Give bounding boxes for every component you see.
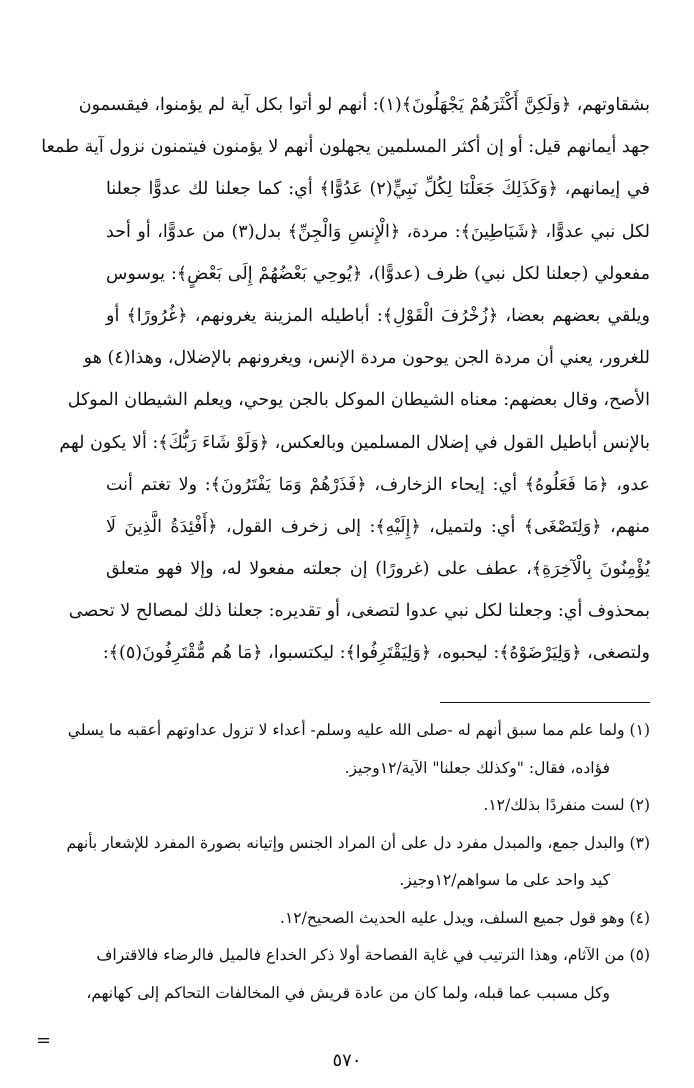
text-line: الأصح، وقال بعضهم: معناه الشيطان الموكل بالجن يوحي، ويعلم الشيطان الموكل: [67, 390, 650, 411]
text-line: ويلقي بعضهم بعضا، ﴿زُخْرُفَ الْقَوْلِ﴾: أباطيله المزينة يغرونهم، ﴿غُرُورًا﴾ أو: [106, 305, 650, 326]
footnotes: [58, 712, 650, 1012]
text-line: بمحذوف أي: وجعلنا لكل نبي عدوا لتصغى، أو تقديره: جعلنا ذلك لمصالح لا تحصى: [68, 601, 650, 622]
text-line: يُؤْمِنُونَ بِالْآخِرَةِ﴾، عطف على (غرورًا) إن جعلته مفعولا له، وإلا فهو متعلق: [106, 559, 650, 580]
footnote-separator: [440, 702, 650, 703]
text-line: لكل نبي عدوًّا، ﴿شَيَاطِينَ﴾: مردة، ﴿الْإِنسِ وَالْجِنِّ﴾ بدل(٣) من عدوًّا، أو أحد: [106, 221, 650, 242]
text-line: مفعولي (جعلنا لكل نبي) ظرف (عدوًّا)، ﴿يُوحِي بَعْضُهُمْ إِلَى بَعْضٍ﴾: يوسوس: [106, 263, 650, 284]
text-line: بالإنس أباطيل القول في إضلال المسلمين وبالعكس، ﴿وَلَوْ شَاءَ رَبُّكَ﴾: ألا يكون لهم: [59, 432, 650, 453]
footnote-line: (٢) لست منفردًا بذلك/١٢.: [483, 796, 650, 814]
footnote-line: وكل مسبب عما قبله، ولما كان من عادة قريش في المخالفات التحاكم إلى كهانهم،: [86, 983, 610, 1002]
continuation-mark: =: [36, 1030, 52, 1051]
footnote-line: (١) ولما علم مما سبق أنهم له -صلى الله عليه وسلم- أعداء لا تزول عداوتهم أعقبه ما يسلي: [67, 721, 650, 739]
text-line: عدو، ﴿مَا فَعَلُوهُ﴾ أي: إيحاء الزخارف، ﴿فَذَرْهُمْ وَمَا يَفْتَرُونَ﴾: ولا تغتم أنت: [106, 474, 650, 495]
footnote-line: (٥) من الآثام، وهذا الترتيب في غاية الفصاحة أولا ذكر الخداع فالميل فالرضاء فالاقتراف: [96, 946, 650, 964]
text-line: ولتصغى، ﴿وَلِيَرْضَوْهُ﴾: ليحبوه، ﴿وَلِيَقْتَرِفُوا﴾: ليكتسبوا، ﴿مَا هُم مُّقْتَرِفُونَ(٥)﴾:: [102, 643, 650, 664]
text-line: في إيمانهم، ﴿وَكَذَلِكَ جَعَلْنَا لِكُلِّ نَبِيٍّ(٢) عَدُوًّا﴾ أي: كما جعلنا لك عدوًّا جعلنا: [106, 179, 650, 200]
text-line: جهد أيمانهم قيل: أو إن أكثر المسلمين يجهلون أنهم لا يؤمنون فيتمنون نزول آية طمعا: [41, 137, 650, 158]
footnote-line: كيد واحد على ما سواهم/١٢وجيز.: [399, 871, 610, 889]
text-line: للغرور، يعني أن مردة الجن يوحون مردة الإنس، ويغرونهم بالإضلال، وهذا(٤) هو: [83, 348, 650, 369]
footnote-line: فؤاده، فقال: "وكذلك جعلنا" الآية/١٢وجيز.: [344, 758, 610, 777]
footnote-line: (٣) والبدل جمع، والمبدل مفرد دل على أن المراد الجنس وإتيانه بصورة المفرد للإشعار بأنهم: [66, 833, 650, 852]
main-text: [41, 84, 650, 675]
footnote-line: (٤) وهو قول جميع السلف، ويدل عليه الحديث الصحيح/١٢.: [280, 908, 650, 927]
page-number: ٥٧٠: [332, 1050, 362, 1071]
text-line: منهم، ﴿وَلِتَصْغَى﴾ أي: ولتميل، ﴿إِلَيْهِ﴾: إلى زخرف القول، ﴿أَفْئِدَةُ الَّذِينَ لَا: [106, 516, 650, 537]
text-line: بشقاوتهم، ﴿وَلَكِنَّ أَكْثَرَهُمْ يَجْهَلُونَ﴾(١): أنهم لو أتوا بكل آية لم يؤمنوا، فيقسمون: [78, 95, 650, 115]
